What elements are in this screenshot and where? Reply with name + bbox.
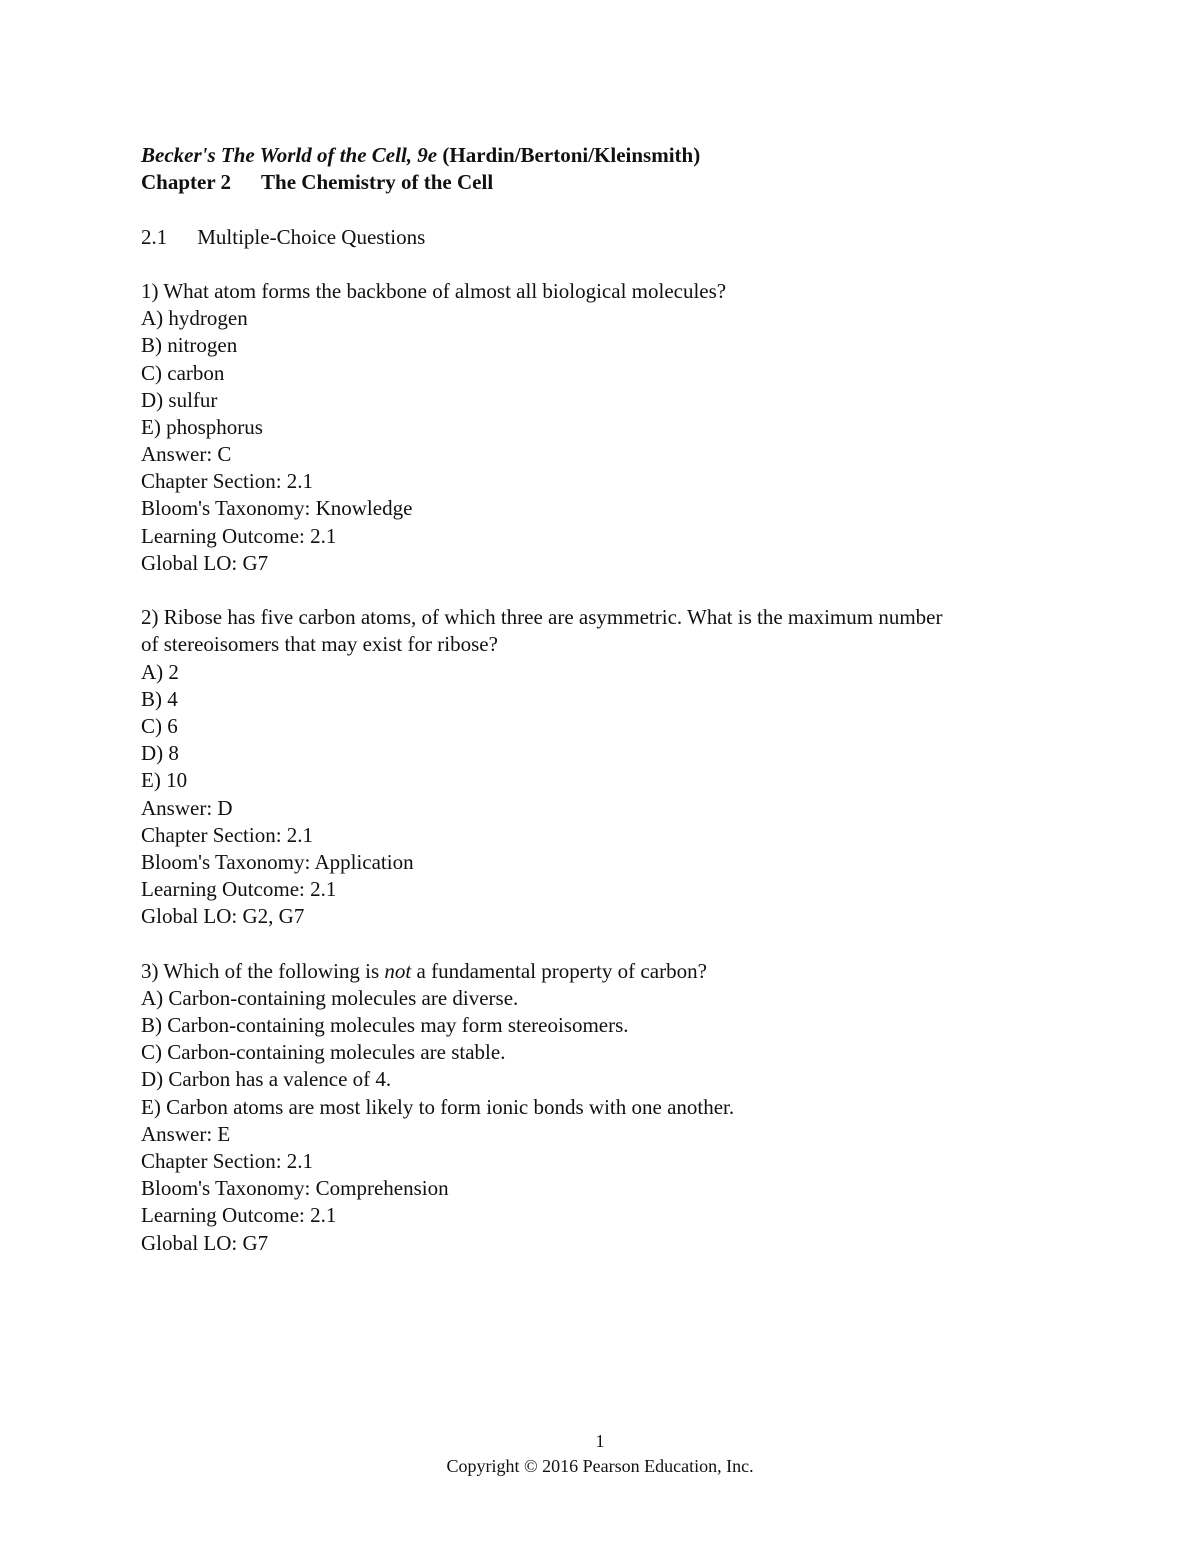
global-lo: Global LO: G2, G7 bbox=[141, 904, 305, 929]
page-content bbox=[141, 142, 1071, 1257]
global-lo: Global LO: G7 bbox=[141, 1230, 269, 1255]
section-number: 2.1 bbox=[141, 224, 168, 249]
choice-a: A) Carbon-containing molecules are diverse. bbox=[141, 985, 519, 1010]
question-stem-emphasis: not bbox=[384, 958, 412, 983]
question-stem-pre: 3) Which of the following is bbox=[141, 958, 385, 983]
blooms-taxonomy: Bloom's Taxonomy: Application bbox=[141, 849, 414, 874]
learning-outcome: Learning Outcome: 2.1 bbox=[141, 523, 337, 548]
question-stem-line-2: of stereoisomers that may exist for ribose? bbox=[141, 632, 498, 657]
choice-e: E) 10 bbox=[141, 768, 188, 793]
choice-d: D) sulfur bbox=[141, 387, 218, 412]
choice-d: D) Carbon has a valence of 4. bbox=[141, 1067, 392, 1092]
copyright-notice: Copyright © 2016 Pearson Education, Inc. bbox=[446, 1456, 754, 1476]
section-title: Multiple-Choice Questions bbox=[197, 224, 426, 249]
question-stem-line-1: 2) Ribose has five carbon atoms, of which three are asymmetric. What is the maximum number bbox=[141, 605, 943, 630]
choice-b: B) nitrogen bbox=[141, 333, 238, 358]
question-stem: 1) What atom forms the backbone of almost all biological molecules? bbox=[141, 278, 727, 303]
choice-c: C) 6 bbox=[141, 713, 178, 738]
learning-outcome: Learning Outcome: 2.1 bbox=[141, 1203, 337, 1228]
question-stem-post: a fundamental property of carbon? bbox=[411, 958, 707, 983]
learning-outcome: Learning Outcome: 2.1 bbox=[141, 877, 337, 902]
question-2 bbox=[141, 604, 1071, 930]
chapter-section: Chapter Section: 2.1 bbox=[141, 1148, 314, 1173]
question-1 bbox=[141, 278, 1071, 577]
chapter-section: Chapter Section: 2.1 bbox=[141, 469, 314, 494]
choice-a: A) 2 bbox=[141, 659, 179, 684]
choice-b: B) Carbon-containing molecules may form stereoisomers. bbox=[141, 1013, 629, 1037]
section-heading bbox=[141, 224, 1071, 251]
question-stem bbox=[141, 958, 1071, 985]
choice-e: E) Carbon atoms are most likely to form ionic bonds with one another. bbox=[141, 1094, 735, 1119]
answer: Answer: C bbox=[141, 442, 232, 467]
choice-d: D) 8 bbox=[141, 741, 179, 766]
answer: Answer: D bbox=[141, 795, 233, 820]
chapter-number: Chapter 2 bbox=[141, 170, 232, 195]
choice-c: C) carbon bbox=[141, 360, 225, 385]
choice-a: A) hydrogen bbox=[141, 306, 248, 331]
book-title: Becker's The World of the Cell, 9e bbox=[141, 143, 438, 167]
choice-e: E) phosphorus bbox=[141, 414, 263, 439]
blooms-taxonomy: Bloom's Taxonomy: Knowledge bbox=[141, 496, 413, 521]
blooms-taxonomy: Bloom's Taxonomy: Comprehension bbox=[141, 1176, 449, 1201]
chapter-title: The Chemistry of the Cell bbox=[261, 170, 494, 195]
choice-c: C) Carbon-containing molecules are stable. bbox=[141, 1040, 506, 1065]
chapter-section: Chapter Section: 2.1 bbox=[141, 822, 314, 847]
global-lo: Global LO: G7 bbox=[141, 550, 269, 575]
book-title-line bbox=[141, 142, 1071, 169]
choice-b: B) 4 bbox=[141, 686, 178, 711]
page-number: 1 bbox=[595, 1431, 605, 1451]
answer: Answer: E bbox=[141, 1121, 231, 1146]
book-authors: (Hardin/Bertoni/Kleinsmith) bbox=[442, 143, 701, 167]
chapter-heading bbox=[141, 169, 1071, 196]
question-3 bbox=[141, 958, 1071, 1257]
